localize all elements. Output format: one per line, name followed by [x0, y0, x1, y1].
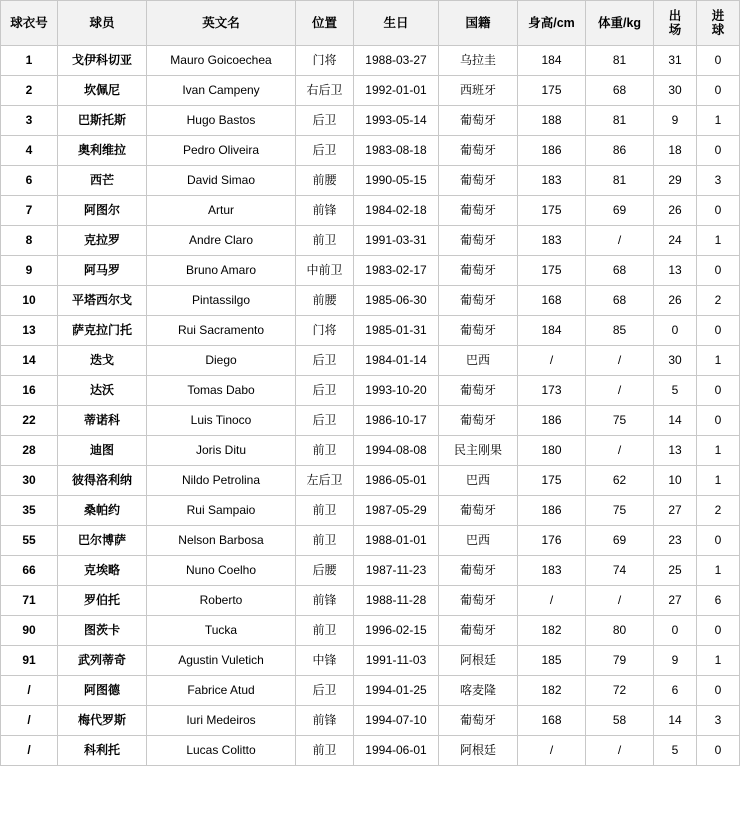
player-english-name: Ivan Campeny: [147, 76, 296, 106]
column-header-player: [58, 1, 147, 46]
column-header-player-label: 球员: [89, 15, 115, 30]
player-appearances: 9: [654, 106, 697, 136]
player-name: 西芒: [58, 166, 147, 196]
player-weight: 68: [586, 286, 654, 316]
player-name: 巴斯托斯: [58, 106, 147, 136]
player-jersey-number: /: [1, 736, 58, 766]
player-position: 前卫: [296, 616, 354, 646]
player-nationality: 葡萄牙: [439, 376, 518, 406]
player-height: 182: [518, 616, 586, 646]
table-row: [1, 76, 740, 106]
player-position: 前卫: [296, 436, 354, 466]
player-jersey-number: 9: [1, 256, 58, 286]
player-position: 后卫: [296, 136, 354, 166]
player-weight: 58: [586, 706, 654, 736]
player-jersey-number: 4: [1, 136, 58, 166]
player-goals: 3: [697, 706, 740, 736]
player-position: 前卫: [296, 526, 354, 556]
table-row: [1, 346, 740, 376]
player-name: 阿图德: [58, 676, 147, 706]
player-weight: 62: [586, 466, 654, 496]
column-header-appearances-label-line2: 场: [668, 23, 682, 37]
player-height: 184: [518, 46, 586, 76]
player-height: 186: [518, 406, 586, 436]
player-position: 前锋: [296, 196, 354, 226]
player-nationality: 葡萄牙: [439, 136, 518, 166]
column-header-birthday: [354, 1, 439, 46]
player-name: 桑帕约: [58, 496, 147, 526]
player-weight: /: [586, 376, 654, 406]
player-height: 173: [518, 376, 586, 406]
player-weight: 72: [586, 676, 654, 706]
table-row: [1, 526, 740, 556]
player-height: 175: [518, 76, 586, 106]
table-row: [1, 256, 740, 286]
player-height: /: [518, 736, 586, 766]
player-height: /: [518, 586, 586, 616]
player-nationality: 葡萄牙: [439, 196, 518, 226]
column-header-nationality: [439, 1, 518, 46]
player-position: 前锋: [296, 706, 354, 736]
player-appearances: 5: [654, 376, 697, 406]
player-birthday: 1994-06-01: [354, 736, 439, 766]
player-birthday: 1988-11-28: [354, 586, 439, 616]
player-weight: 81: [586, 166, 654, 196]
player-appearances: 13: [654, 436, 697, 466]
player-name: 克拉罗: [58, 226, 147, 256]
player-birthday: 1983-08-18: [354, 136, 439, 166]
table-row: [1, 586, 740, 616]
player-goals: 1: [697, 436, 740, 466]
player-english-name: Roberto: [147, 586, 296, 616]
table-header: [1, 1, 740, 46]
column-header-position-label: 位置: [311, 15, 337, 30]
player-jersey-number: 71: [1, 586, 58, 616]
player-jersey-number: 6: [1, 166, 58, 196]
player-name: 奥利维拉: [58, 136, 147, 166]
column-header-appearances: [654, 1, 697, 46]
player-appearances: 13: [654, 256, 697, 286]
column-header-english-name-label: 英文名: [202, 15, 240, 30]
column-header-english-name: [147, 1, 296, 46]
player-jersey-number: 22: [1, 406, 58, 436]
table-body: [1, 46, 740, 766]
player-height: 180: [518, 436, 586, 466]
player-weight: /: [586, 586, 654, 616]
column-header-height-label: 身高/cm: [528, 15, 575, 30]
player-position: 前腰: [296, 286, 354, 316]
player-appearances: 23: [654, 526, 697, 556]
player-weight: 75: [586, 496, 654, 526]
player-nationality: 民主刚果: [439, 436, 518, 466]
player-goals: 0: [697, 46, 740, 76]
player-height: 185: [518, 646, 586, 676]
column-header-weight: [586, 1, 654, 46]
player-nationality: 葡萄牙: [439, 106, 518, 136]
player-position: 中锋: [296, 646, 354, 676]
player-english-name: Fabrice Atud: [147, 676, 296, 706]
player-position: 中前卫: [296, 256, 354, 286]
player-appearances: 26: [654, 196, 697, 226]
player-nationality: 乌拉圭: [439, 46, 518, 76]
player-nationality: 葡萄牙: [439, 586, 518, 616]
player-position: 前锋: [296, 586, 354, 616]
player-birthday: 1986-10-17: [354, 406, 439, 436]
player-birthday: 1983-02-17: [354, 256, 439, 286]
player-appearances: 5: [654, 736, 697, 766]
player-english-name: Bruno Amaro: [147, 256, 296, 286]
player-weight: /: [586, 346, 654, 376]
player-nationality: 葡萄牙: [439, 556, 518, 586]
table-row: [1, 106, 740, 136]
player-name: 迭戈: [58, 346, 147, 376]
player-height: 183: [518, 166, 586, 196]
player-goals: 2: [697, 496, 740, 526]
player-english-name: Pedro Oliveira: [147, 136, 296, 166]
player-jersey-number: 90: [1, 616, 58, 646]
player-jersey-number: /: [1, 676, 58, 706]
player-weight: 80: [586, 616, 654, 646]
player-name: 罗伯托: [58, 586, 147, 616]
table-row: [1, 316, 740, 346]
table-row: [1, 46, 740, 76]
player-name: 萨克拉门托: [58, 316, 147, 346]
player-position: 前卫: [296, 226, 354, 256]
column-header-jersey-number-label: 球衣号: [10, 15, 48, 30]
player-birthday: 1986-05-01: [354, 466, 439, 496]
player-position: 后卫: [296, 406, 354, 436]
player-birthday: 1987-05-29: [354, 496, 439, 526]
player-name: 蒂诺科: [58, 406, 147, 436]
player-height: /: [518, 346, 586, 376]
column-header-appearances-label-line1: 出: [668, 8, 682, 23]
player-english-name: Joris Ditu: [147, 436, 296, 466]
player-height: 168: [518, 286, 586, 316]
player-goals: 3: [697, 166, 740, 196]
column-header-height: [518, 1, 586, 46]
player-birthday: 1991-11-03: [354, 646, 439, 676]
player-height: 182: [518, 676, 586, 706]
player-birthday: 1994-07-10: [354, 706, 439, 736]
player-name: 平塔西尔戈: [58, 286, 147, 316]
table-row: [1, 376, 740, 406]
player-appearances: 27: [654, 496, 697, 526]
table-row: [1, 286, 740, 316]
player-appearances: 25: [654, 556, 697, 586]
player-appearances: 30: [654, 76, 697, 106]
player-birthday: 1991-03-31: [354, 226, 439, 256]
player-appearances: 0: [654, 616, 697, 646]
player-nationality: 葡萄牙: [439, 286, 518, 316]
player-weight: 74: [586, 556, 654, 586]
player-name: 戈伊科切亚: [58, 46, 147, 76]
player-goals: 2: [697, 286, 740, 316]
column-header-goals-label-line2: 球: [711, 23, 725, 37]
player-english-name: Lucas Colitto: [147, 736, 296, 766]
player-jersey-number: 16: [1, 376, 58, 406]
player-jersey-number: 55: [1, 526, 58, 556]
column-header-goals: [697, 1, 740, 46]
player-position: 左后卫: [296, 466, 354, 496]
player-goals: 1: [697, 226, 740, 256]
player-height: 175: [518, 466, 586, 496]
player-appearances: 0: [654, 316, 697, 346]
player-position: 前卫: [296, 496, 354, 526]
player-jersey-number: 8: [1, 226, 58, 256]
player-position: 后腰: [296, 556, 354, 586]
table-row: [1, 166, 740, 196]
player-english-name: Iuri Medeiros: [147, 706, 296, 736]
player-english-name: Hugo Bastos: [147, 106, 296, 136]
player-nationality: 阿根廷: [439, 736, 518, 766]
column-header-weight-label: 体重/kg: [597, 15, 642, 30]
table-row: [1, 616, 740, 646]
player-english-name: Mauro Goicoechea: [147, 46, 296, 76]
player-name: 武列蒂奇: [58, 646, 147, 676]
player-weight: /: [586, 436, 654, 466]
player-goals: 1: [697, 106, 740, 136]
player-position: 后卫: [296, 376, 354, 406]
player-english-name: Pintassilgo: [147, 286, 296, 316]
player-birthday: 1996-02-15: [354, 616, 439, 646]
player-english-name: Tucka: [147, 616, 296, 646]
player-english-name: Tomas Dabo: [147, 376, 296, 406]
player-nationality: 巴西: [439, 466, 518, 496]
player-height: 175: [518, 256, 586, 286]
player-height: 184: [518, 316, 586, 346]
player-english-name: Artur: [147, 196, 296, 226]
player-weight: 75: [586, 406, 654, 436]
table-row: [1, 196, 740, 226]
player-name: 达沃: [58, 376, 147, 406]
player-goals: 1: [697, 466, 740, 496]
player-weight: /: [586, 226, 654, 256]
player-birthday: 1992-01-01: [354, 76, 439, 106]
player-nationality: 葡萄牙: [439, 256, 518, 286]
player-goals: 0: [697, 76, 740, 106]
player-goals: 0: [697, 676, 740, 706]
player-name: 坎佩尼: [58, 76, 147, 106]
player-goals: 0: [697, 616, 740, 646]
player-birthday: 1987-11-23: [354, 556, 439, 586]
column-header-goals-label-line1: 进: [711, 8, 725, 23]
player-jersey-number: 3: [1, 106, 58, 136]
player-birthday: 1993-10-20: [354, 376, 439, 406]
player-birthday: 1988-03-27: [354, 46, 439, 76]
player-jersey-number: 2: [1, 76, 58, 106]
player-goals: 0: [697, 376, 740, 406]
player-english-name: Nildo Petrolina: [147, 466, 296, 496]
player-weight: 81: [586, 106, 654, 136]
player-nationality: 阿根廷: [439, 646, 518, 676]
table-row: [1, 646, 740, 676]
player-name: 迪图: [58, 436, 147, 466]
player-height: 168: [518, 706, 586, 736]
player-goals: 1: [697, 556, 740, 586]
player-birthday: 1993-05-14: [354, 106, 439, 136]
player-position: 前卫: [296, 736, 354, 766]
player-nationality: 葡萄牙: [439, 496, 518, 526]
player-appearances: 6: [654, 676, 697, 706]
table-row: [1, 406, 740, 436]
player-goals: 0: [697, 526, 740, 556]
player-goals: 0: [697, 406, 740, 436]
player-jersey-number: 30: [1, 466, 58, 496]
player-birthday: 1984-01-14: [354, 346, 439, 376]
player-goals: 1: [697, 346, 740, 376]
player-jersey-number: 1: [1, 46, 58, 76]
player-jersey-number: 35: [1, 496, 58, 526]
table-row: [1, 466, 740, 496]
table-row: [1, 226, 740, 256]
column-header-position: [296, 1, 354, 46]
player-english-name: Diego: [147, 346, 296, 376]
player-position: 后卫: [296, 346, 354, 376]
player-name: 阿马罗: [58, 256, 147, 286]
player-name: 巴尔博萨: [58, 526, 147, 556]
player-english-name: Nuno Coelho: [147, 556, 296, 586]
player-jersey-number: /: [1, 706, 58, 736]
player-weight: 68: [586, 256, 654, 286]
player-birthday: 1994-01-25: [354, 676, 439, 706]
player-jersey-number: 28: [1, 436, 58, 466]
player-goals: 0: [697, 136, 740, 166]
player-goals: 0: [697, 256, 740, 286]
player-nationality: 葡萄牙: [439, 226, 518, 256]
player-appearances: 18: [654, 136, 697, 166]
player-weight: 69: [586, 196, 654, 226]
player-position: 后卫: [296, 676, 354, 706]
player-name: 阿图尔: [58, 196, 147, 226]
player-nationality: 巴西: [439, 346, 518, 376]
table-row: [1, 136, 740, 166]
column-header-birthday-label: 生日: [383, 15, 409, 30]
player-birthday: 1990-05-15: [354, 166, 439, 196]
player-weight: 69: [586, 526, 654, 556]
player-height: 186: [518, 496, 586, 526]
player-jersey-number: 14: [1, 346, 58, 376]
player-appearances: 9: [654, 646, 697, 676]
player-jersey-number: 13: [1, 316, 58, 346]
player-english-name: Rui Sacramento: [147, 316, 296, 346]
player-appearances: 26: [654, 286, 697, 316]
column-header-jersey-number: [1, 1, 58, 46]
player-birthday: 1985-06-30: [354, 286, 439, 316]
player-jersey-number: 7: [1, 196, 58, 226]
player-appearances: 14: [654, 706, 697, 736]
table-bottom-spacer: [0, 766, 740, 804]
table-row: [1, 676, 740, 706]
player-appearances: 27: [654, 586, 697, 616]
player-position: 门将: [296, 46, 354, 76]
player-name: 克埃略: [58, 556, 147, 586]
player-appearances: 29: [654, 166, 697, 196]
player-height: 175: [518, 196, 586, 226]
table-row: [1, 736, 740, 766]
player-nationality: 西班牙: [439, 76, 518, 106]
player-jersey-number: 10: [1, 286, 58, 316]
player-goals: 0: [697, 736, 740, 766]
table-row: [1, 496, 740, 526]
player-nationality: 葡萄牙: [439, 406, 518, 436]
player-position: 前腰: [296, 166, 354, 196]
player-birthday: 1994-08-08: [354, 436, 439, 466]
player-weight: 81: [586, 46, 654, 76]
table-row: [1, 556, 740, 586]
player-english-name: Andre Claro: [147, 226, 296, 256]
player-weight: 85: [586, 316, 654, 346]
player-goals: 6: [697, 586, 740, 616]
player-appearances: 24: [654, 226, 697, 256]
player-height: 176: [518, 526, 586, 556]
player-birthday: 1988-01-01: [354, 526, 439, 556]
player-nationality: 喀麦隆: [439, 676, 518, 706]
player-height: 186: [518, 136, 586, 166]
player-appearances: 10: [654, 466, 697, 496]
player-english-name: Agustin Vuletich: [147, 646, 296, 676]
player-english-name: David Simao: [147, 166, 296, 196]
player-height: 183: [518, 226, 586, 256]
player-goals: 0: [697, 196, 740, 226]
player-nationality: 巴西: [439, 526, 518, 556]
table-row: [1, 706, 740, 736]
table-row: [1, 436, 740, 466]
player-nationality: 葡萄牙: [439, 616, 518, 646]
player-position: 后卫: [296, 106, 354, 136]
player-english-name: Luis Tinoco: [147, 406, 296, 436]
player-nationality: 葡萄牙: [439, 166, 518, 196]
player-nationality: 葡萄牙: [439, 316, 518, 346]
player-name: 梅代罗斯: [58, 706, 147, 736]
player-appearances: 31: [654, 46, 697, 76]
player-weight: 86: [586, 136, 654, 166]
player-english-name: Rui Sampaio: [147, 496, 296, 526]
player-name: 彼得洛利纳: [58, 466, 147, 496]
table-header-row: [1, 1, 740, 46]
player-birthday: 1985-01-31: [354, 316, 439, 346]
player-goals: 1: [697, 646, 740, 676]
player-position: 门将: [296, 316, 354, 346]
player-appearances: 14: [654, 406, 697, 436]
player-weight: 68: [586, 76, 654, 106]
player-appearances: 30: [654, 346, 697, 376]
player-jersey-number: 66: [1, 556, 58, 586]
player-name: 图茨卡: [58, 616, 147, 646]
player-birthday: 1984-02-18: [354, 196, 439, 226]
player-goals: 0: [697, 316, 740, 346]
player-weight: /: [586, 736, 654, 766]
player-name: 科利托: [58, 736, 147, 766]
player-position: 右后卫: [296, 76, 354, 106]
player-english-name: Nelson Barbosa: [147, 526, 296, 556]
player-nationality: 葡萄牙: [439, 706, 518, 736]
column-header-nationality-label: 国籍: [465, 15, 491, 30]
player-weight: 79: [586, 646, 654, 676]
player-height: 183: [518, 556, 586, 586]
player-jersey-number: 91: [1, 646, 58, 676]
player-height: 188: [518, 106, 586, 136]
